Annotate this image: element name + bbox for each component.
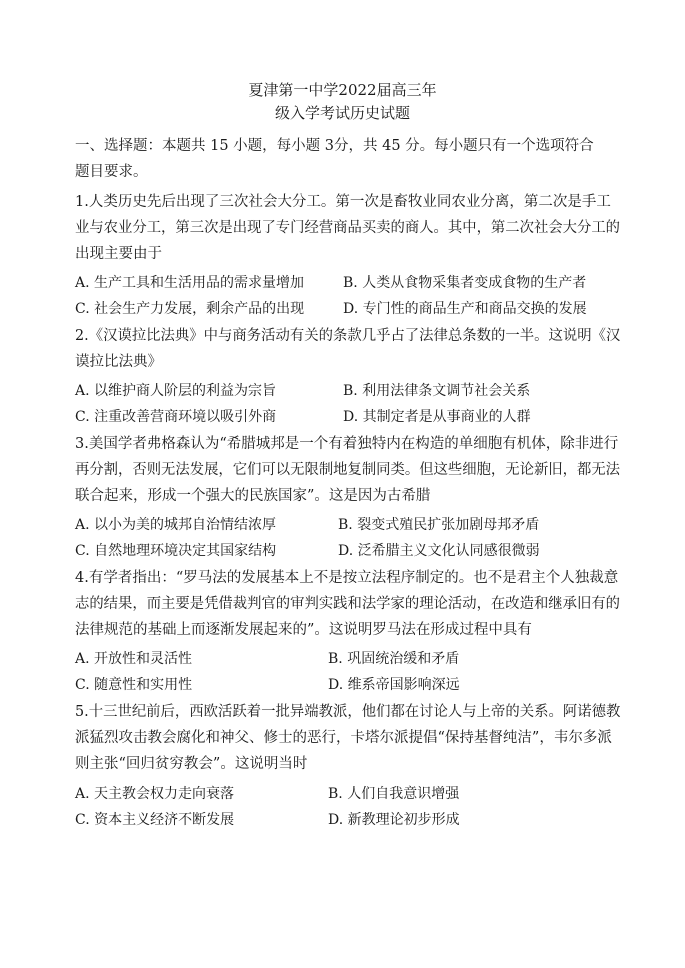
question-2-option-d: D. 其制定者是从事商业的人群: [343, 409, 531, 425]
question-5-line-3: 则主张“回归贫穷教会”。这说明当时: [75, 756, 308, 772]
question-3-option-a: A. 以小为美的城邦自治情结浓厚: [75, 517, 277, 533]
question-5-line-2: 派猛烈攻击教会腐化和神父、修士的恶行，卡塔尔派提倡“保持基督纯洁”，韦尔多派: [75, 730, 612, 746]
question-5-line-1: 5.十三世纪前后，西欧活跃着一批异端教派，他们都在讨论人与上帝的关系。阿诺德教: [75, 704, 621, 720]
exam-title-line-2: 级入学考试历史试题: [274, 104, 410, 122]
question-1-line-2: 业与农业分工，第三次是出现了专门经营商品买卖的商人。其中，第二次社会大分工的: [75, 220, 620, 236]
question-2-option-b: B. 利用法律条文调节社会关系: [343, 383, 531, 399]
question-2-line-1: 2.《汉谟拉比法典》中与商务活动有关的条款几乎占了法律总条数的一半。这说明《汉: [75, 328, 621, 344]
question-2-option-a: A. 以维护商人阶层的利益为宗旨: [75, 383, 277, 399]
question-4-line-3: 法律规范的基础上而逐渐发展起来的”。这说明罗马法在形成过程中具有: [75, 622, 532, 638]
question-3-option-b: B. 裂变式殖民扩张加剧母邦矛盾: [338, 517, 540, 533]
question-4-line-2: 志的结果，而主要是凭借裁判官的审判实践和法学家的理论活动，在改造和继承旧有的: [75, 596, 620, 612]
question-3-option-c: C. 自然地理环境决定其国家结构: [75, 543, 277, 559]
question-4-option-b: B. 巩固统治缓和矛盾: [328, 651, 460, 667]
question-1-option-b: B. 人类从食物采集者变成食物的生产者: [343, 275, 587, 291]
question-4-option-c: C. 随意性和实用性: [75, 677, 193, 693]
question-1-line-3: 出现主要由于: [75, 246, 162, 262]
question-1-option-d: D. 专门性的商品生产和商品交换的发展: [343, 301, 587, 317]
question-4-line-1: 4.有学者指出：“罗马法的发展基本上不是按立法程序制定的。也不是君主个人独裁意: [75, 570, 619, 586]
section-instruction-line-2: 题目要求。: [75, 164, 148, 180]
question-1-line-1: 1.人类历史先后出现了三次社会大分工。第一次是畜牧业同农业分离，第二次是手工: [75, 194, 611, 210]
question-2-option-c: C. 注重改善营商环境以吸引外商: [75, 409, 277, 425]
question-2-line-2: 谟拉比法典》: [75, 354, 162, 370]
question-5-option-d: D. 新教理论初步形成: [328, 812, 460, 828]
question-5-option-b: B. 人们自我意识增强: [328, 786, 460, 802]
question-3-option-d: D. 泛希腊主义文化认同感很微弱: [338, 543, 540, 559]
question-1-option-a: A. 生产工具和生活用品的需求量增加: [75, 275, 305, 291]
section-instruction-line-1: 一、选择题：本题共 15 小题，每小题 3分，共 45 分。每小题只有一个选项符合: [75, 138, 594, 154]
question-3-line-2: 再分割，否则无法发展，它们可以无限制地复制同类。但这些细胞，无论新旧，都无法: [75, 462, 620, 478]
question-5-option-a: A. 天主教会权力走向衰落: [75, 786, 235, 802]
question-3-line-1: 3.美国学者弗格森认为“希腊城邦是一个有着独特内在构造的单细胞有机体，除非进行: [75, 436, 619, 452]
question-4-option-a: A. 开放性和灵活性: [75, 651, 193, 667]
exam-title-line-1: 夏津第一中学2022届高三年: [248, 81, 437, 99]
question-3-line-3: 联合起来，形成一个强大的民族国家”。这是因为古希腊: [75, 488, 431, 504]
question-5-option-c: C. 资本主义经济不断发展: [75, 812, 235, 828]
question-4-option-d: D. 维系帝国影响深远: [328, 677, 460, 693]
question-1-option-c: C. 社会生产力发展，剩余产品的出现: [75, 301, 305, 317]
